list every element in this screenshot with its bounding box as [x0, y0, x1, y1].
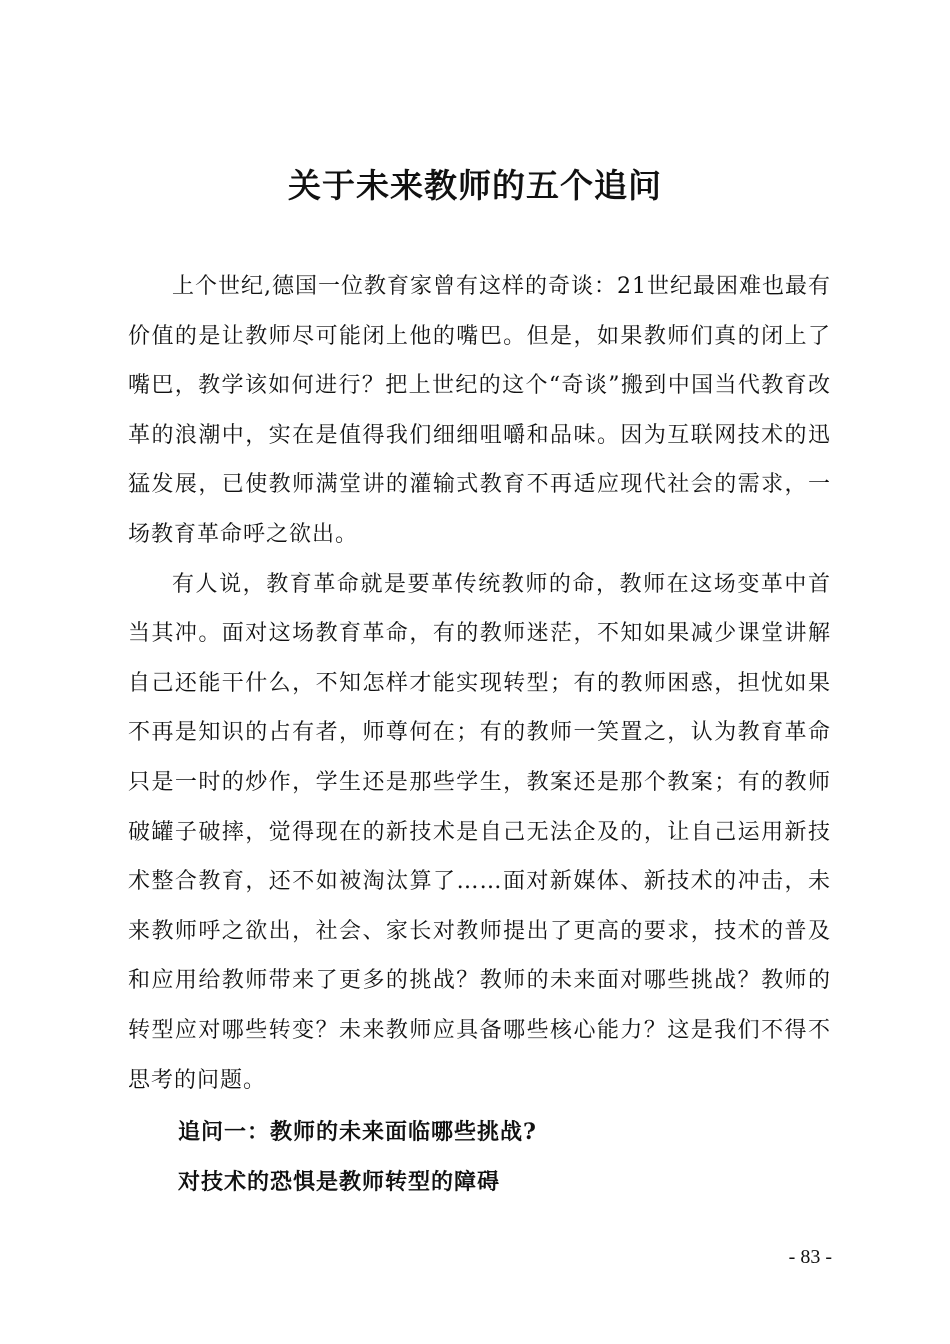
body-text — [128, 262, 831, 1105]
paragraph-1: 上个世纪,德国一位教育家曾有这样的奇谈：21世纪最困难也最有价值的是让教师尽可能闭上他的嘴巴。但是，如果教师们真的闭上了嘴巴，教学该如何进行？把上世纪的这个“奇谈”搬到中国当代教育改革的浪潮中，实在是值得我们细细咀嚼和品味。因为互联网技术的迅猛发展，已使教师满堂讲的灌输式教育不再适应现代社会的需求，一场教育革命呼之欲出。 — [128, 274, 831, 547]
page-title: 关于未来教师的五个追问 — [288, 166, 662, 205]
subsection-heading: 对技术的恐惧是教师转型的障碍 — [178, 1169, 501, 1195]
section-heading: 追问一：教师的未来面临哪些挑战? — [178, 1119, 537, 1145]
page-number: - 83 - — [788, 1246, 832, 1268]
paragraph-2: 有人说，教育革命就是要革传统教师的命，教师在这场变革中首当其冲。面对这场教育革命，有的教师迷茫，不知如果减少课堂讲解自己还能干什么，不知怎样才能实现转型；有的教师困惑，担忧如果不再是知识的占有者，师尊何在；有的教师一笑置之，认为教育革命只是一时的炒作，学生还是那些学生，教案还是那个教案；有的教师破罐子破摔，觉得现在的新技术是自己无法企及的，让自己运用新技术整合教育，还不如被淘汰算了……面对新媒体、新技术的冲击，未来教师呼之欲出，社会、家长对教师提出了更高的要求，技术的普及和应用给教师带来了更多的挑战？教师的未来面对哪些挑战？教师的转型应对哪些转变？未来教师应具备哪些核心能力？这是我们不得不思考的问题。 — [128, 571, 831, 1093]
